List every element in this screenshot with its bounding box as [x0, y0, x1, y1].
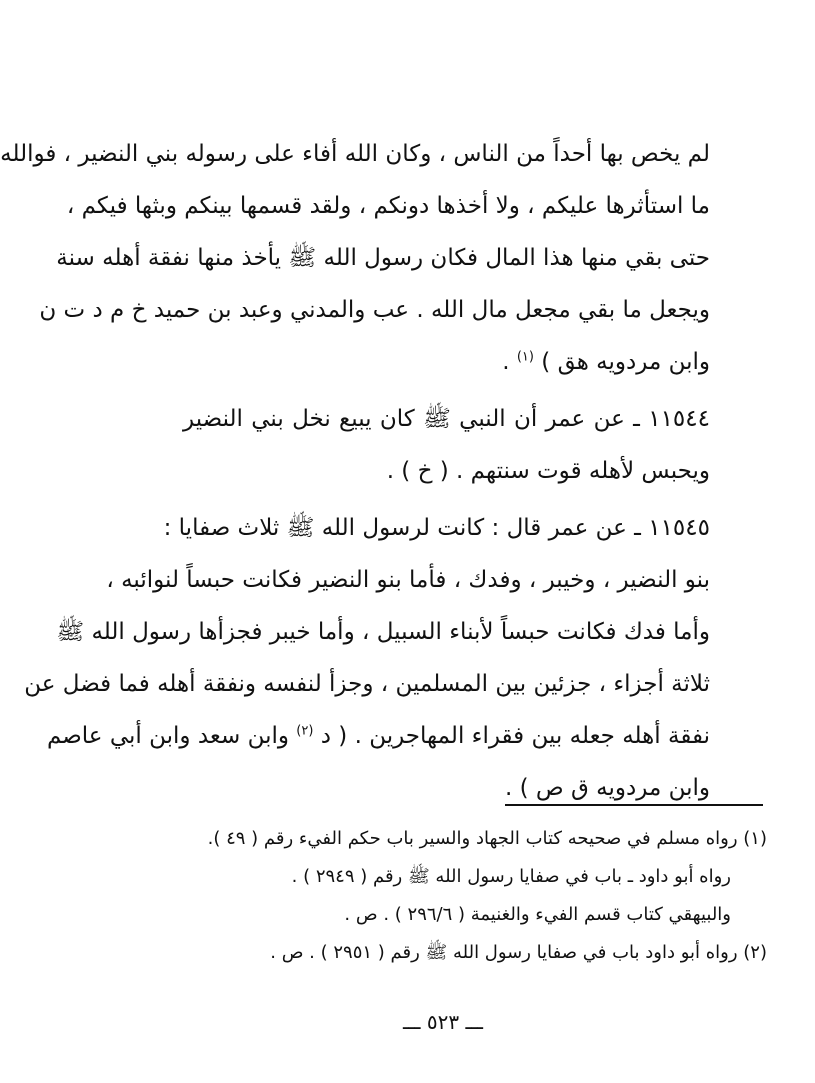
hadith-11545-line-5-start: نفقة أهله جعله بين فقراء المهاجرين . ( د	[320, 723, 710, 749]
footnotes	[123, 820, 767, 972]
text-line-4: ويجعل ما بقي مجعل مال الله . عب والمدني وعبد بن حميد خ م د ت ن	[39, 297, 710, 323]
footnote-ref-2: (٢)	[296, 723, 314, 739]
main-text	[0, 128, 710, 814]
hadith-11545-line-1: ١١٥٤٥ ـ عن عمر قال : كانت لرسول الله ﷺ ثلاث صفايا :	[163, 515, 710, 541]
footnote-1-line-3: والبيهقي كتاب قسم الفيء والغنيمة ( ٢٩٦/٦ ) . ص .	[344, 904, 731, 925]
hadith-11545-line-5	[46, 710, 710, 762]
footnote-ref-1: (١)	[516, 349, 534, 365]
hadith-11545-line-2: بنو النضير ، وخيبر ، وفدك ، فأما بنو النضير فكانت حبساً لنوائبه ،	[106, 567, 710, 593]
text-line-5-body: وابن مردويه هق )	[541, 349, 710, 375]
hadith-11545-line-6: وابن مردويه ق ص ) .	[505, 775, 710, 801]
text-line-5	[183, 336, 710, 388]
footnote-1-line-2: رواه أبو داود ـ باب في صفايا رسول الله ﷺ رقم ( ٢٩٤٩ ) .	[291, 866, 731, 887]
hadith-11545-line-3: وأما فدك فكانت حبساً لأبناء السبيل ، وأما خيبر فجزأها رسول الله ﷺ	[56, 619, 710, 645]
hadith-11544-line-2: ويحبس لأهله قوت سنتهم . ( خ ) .	[386, 458, 710, 484]
footnote-2-line-1: (٢) رواه أبو داود باب في صفايا رسول الله ﷺ رقم ( ٢٩٥١ ) . ص .	[270, 942, 767, 963]
footnote-1-line-1: (١) رواه مسلم في صحيحه كتاب الجهاد والسير باب حكم الفيء رقم ( ٤٩ ).	[207, 828, 767, 849]
page-number: ـــ ٥٢٣ ـــ	[402, 1010, 484, 1034]
text-line-3: حتى بقي منها هذا المال فكان رسول الله ﷺ يأخذ منها نفقة أهله سنة	[56, 245, 710, 271]
text-line-1: لم يخص بها أحداً من الناس ، وكان الله أفاء على رسوله بني النضير ، فوالله	[0, 141, 710, 167]
hadith-11545-line-4: ثلاثة أجزاء ، جزئين بين المسلمين ، وجزأ لنفسه ونفقة أهله فما فضل عن	[24, 671, 710, 697]
footnote-separator	[505, 804, 763, 806]
text-line-2: ما استأثرها عليكم ، ولا أخذها دونكم ، ولقد قسمها بينكم وبثها فيكم ،	[66, 193, 710, 219]
text-line-5-end: .	[502, 349, 510, 375]
hadith-11545-line-5-end: وابن سعد وابن أبي عاصم	[46, 723, 289, 749]
hadith-11544-line-1: ١١٥٤٤ ـ عن عمر أن النبي ﷺ كان يبيع نخل بني النضير	[183, 406, 710, 432]
